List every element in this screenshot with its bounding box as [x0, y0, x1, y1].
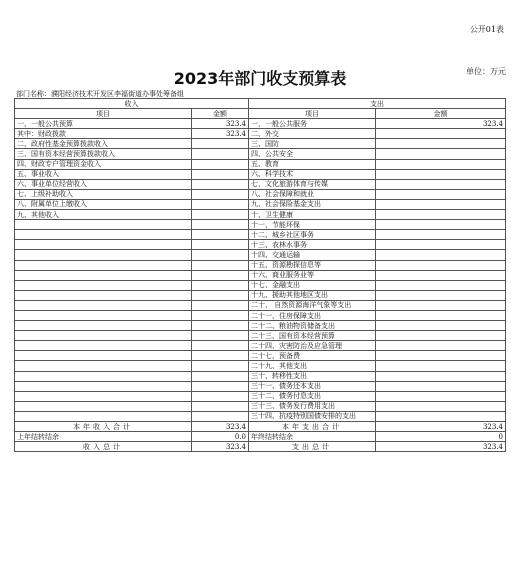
expense-item: 十五、资源勘探信息等: [249, 260, 376, 270]
table-row: [15, 210, 506, 220]
grand-total-row: [15, 442, 506, 452]
table-row: [15, 361, 506, 371]
col-header-expense-amount: 金额: [376, 109, 506, 119]
income-amount: [192, 300, 249, 310]
table-row: [15, 351, 506, 361]
expense-item: 十一、节能环保: [249, 220, 376, 230]
year-expense-value: 323.4: [376, 422, 506, 432]
expense-header: 支出: [249, 99, 506, 109]
year-end-label: 年终结转结余: [249, 432, 376, 442]
total-income-label: 收入总计: [15, 442, 192, 452]
expense-amount: 323.4: [376, 119, 506, 129]
income-item: 七、上级补助收入: [15, 189, 192, 199]
expense-item: 十七、金融支出: [249, 280, 376, 290]
income-item: [15, 220, 192, 230]
income-amount: [192, 310, 249, 320]
income-item: [15, 260, 192, 270]
income-item: 其中：财政拨款: [15, 129, 192, 139]
expense-item: 三、国防: [249, 139, 376, 149]
income-amount: [192, 280, 249, 290]
table-row: [15, 159, 506, 169]
expense-item: 二十、 自然资源海洋气象等支出: [249, 300, 376, 310]
year-income-label: 本年收入合计: [15, 422, 192, 432]
income-amount: [192, 260, 249, 270]
year-expense-label: 本年支出合计: [249, 422, 376, 432]
expense-item: 三十、转移性支出: [249, 371, 376, 381]
income-item: [15, 290, 192, 300]
income-item: 三、国有资本经营预算拨款收入: [15, 149, 192, 159]
income-amount: 323.4: [192, 119, 249, 129]
table-row: [15, 220, 506, 230]
income-item: [15, 280, 192, 290]
income-item: [15, 391, 192, 401]
income-item: [15, 371, 192, 381]
table-row: [15, 179, 506, 189]
income-amount: [192, 159, 249, 169]
income-item: 二、政府性基金预算拨款收入: [15, 139, 192, 149]
income-amount: [192, 210, 249, 220]
income-amount: [192, 351, 249, 361]
expense-amount: [376, 331, 506, 341]
expense-item: 七、文化旅游体育与传媒: [249, 179, 376, 189]
table-row: [15, 240, 506, 250]
expense-item: 十二、城乡社区事务: [249, 230, 376, 240]
income-amount: [192, 371, 249, 381]
income-item: [15, 250, 192, 260]
expense-amount: [376, 220, 506, 230]
table-row: [15, 119, 506, 129]
table-row: [15, 310, 506, 320]
income-item: [15, 270, 192, 280]
income-amount: [192, 341, 249, 351]
income-amount: [192, 401, 249, 411]
income-amount: 323.4: [192, 129, 249, 139]
income-item: [15, 331, 192, 341]
expense-amount: [376, 240, 506, 250]
table-row: [15, 149, 506, 159]
table-row: [15, 139, 506, 149]
carryover-label: 上年结转结余: [15, 432, 192, 442]
table-row: [15, 300, 506, 310]
income-amount: [192, 149, 249, 159]
expense-amount: [376, 361, 506, 371]
income-item: 六、事业单位经营收入: [15, 179, 192, 189]
table-row: [15, 381, 506, 391]
expense-item: 二、外交: [249, 129, 376, 139]
table-row: [15, 321, 506, 331]
expense-amount: [376, 199, 506, 209]
table-row: [15, 371, 506, 381]
income-amount: [192, 321, 249, 331]
table-row: [15, 250, 506, 260]
department-name: 部门名称：濮阳经济技术开发区李福街道办事处筹备组: [16, 90, 184, 98]
income-amount: [192, 179, 249, 189]
income-header: 收入: [15, 99, 249, 109]
year-end-value: 0: [376, 432, 506, 442]
expense-item: 三十四、抗疫特别国债安排的支出: [249, 411, 376, 421]
expense-item: 二十九、其他支出: [249, 361, 376, 371]
income-item: [15, 381, 192, 391]
table-row: [15, 230, 506, 240]
total-expense-value: 323.4: [376, 442, 506, 452]
expense-amount: [376, 310, 506, 320]
table-row: [15, 290, 506, 300]
expense-item: 九、社会保险基金支出: [249, 199, 376, 209]
income-item: [15, 230, 192, 240]
expense-amount: [376, 250, 506, 260]
expense-amount: [376, 391, 506, 401]
income-item: [15, 300, 192, 310]
income-item: 八、附属单位上缴收入: [15, 199, 192, 209]
total-income-value: 323.4: [192, 442, 249, 452]
expense-amount: [376, 139, 506, 149]
expense-amount: [376, 260, 506, 270]
income-amount: [192, 411, 249, 421]
table-row: [15, 341, 506, 351]
income-item: [15, 401, 192, 411]
table-row: [15, 129, 506, 139]
expense-item: 十九、援助其他地区支出: [249, 290, 376, 300]
income-amount: [192, 230, 249, 240]
income-item: [15, 351, 192, 361]
expense-amount: [376, 149, 506, 159]
expense-amount: [376, 351, 506, 361]
expense-amount: [376, 321, 506, 331]
table-row: [15, 391, 506, 401]
income-amount: [192, 240, 249, 250]
column-header-row: [15, 109, 506, 119]
section-header-row: [15, 99, 506, 109]
expense-item: 十三、农林水事务: [249, 240, 376, 250]
income-amount: [192, 331, 249, 341]
expense-amount: [376, 270, 506, 280]
expense-item: 四、公共安全: [249, 149, 376, 159]
budget-table: [14, 98, 506, 452]
income-item: [15, 240, 192, 250]
expense-amount: [376, 280, 506, 290]
expense-item: 二十四、灾害防治及应急管理: [249, 341, 376, 351]
income-amount: [192, 169, 249, 179]
income-amount: [192, 290, 249, 300]
income-item: [15, 341, 192, 351]
col-header-income-amount: 金额: [192, 109, 249, 119]
income-item: 一、一般公共预算: [15, 119, 192, 129]
table-row: [15, 199, 506, 209]
income-amount: [192, 189, 249, 199]
table-row: [15, 280, 506, 290]
expense-item: 三十三、债务发行费用支出: [249, 401, 376, 411]
income-amount: [192, 361, 249, 371]
table-row: [15, 270, 506, 280]
col-header-expense-item: 项目: [249, 109, 376, 119]
income-amount: [192, 391, 249, 401]
expense-amount: [376, 189, 506, 199]
expense-item: 一、一般公共服务: [249, 119, 376, 129]
income-amount: [192, 270, 249, 280]
expense-amount: [376, 159, 506, 169]
expense-item: 五、教育: [249, 159, 376, 169]
table-row: [15, 331, 506, 341]
income-item: 四、财政专户管理资金收入: [15, 159, 192, 169]
expense-item: 十六、商业服务业等: [249, 270, 376, 280]
income-amount: [192, 250, 249, 260]
expense-amount: [376, 179, 506, 189]
income-item: [15, 411, 192, 421]
income-amount: [192, 381, 249, 391]
carryover-value: 0.0: [192, 432, 249, 442]
total-expense-label: 支出总计: [249, 442, 376, 452]
table-row: [15, 169, 506, 179]
expense-amount: [376, 300, 506, 310]
expense-item: 六、科学技术: [249, 169, 376, 179]
income-item: [15, 321, 192, 331]
expense-amount: [376, 411, 506, 421]
expense-item: 八、社会保障和就业: [249, 189, 376, 199]
expense-item: 三十一、债务还本支出: [249, 381, 376, 391]
income-amount: [192, 199, 249, 209]
expense-amount: [376, 169, 506, 179]
expense-item: 三十二、债务付息支出: [249, 391, 376, 401]
table-row: [15, 189, 506, 199]
expense-item: 二十三、国有资本经营预算: [249, 331, 376, 341]
expense-amount: [376, 371, 506, 381]
carryover-row: [15, 432, 506, 442]
page-title: 2023年部门收支预算表: [173, 69, 347, 88]
expense-amount: [376, 341, 506, 351]
expense-amount: [376, 290, 506, 300]
expense-item: 十四、交通运输: [249, 250, 376, 260]
col-header-income-item: 项目: [15, 109, 192, 119]
income-amount: [192, 220, 249, 230]
expense-amount: [376, 230, 506, 240]
year-total-row: [15, 422, 506, 432]
expense-item: 二十一、住房保障支出: [249, 310, 376, 320]
income-amount: [192, 139, 249, 149]
income-item: [15, 310, 192, 320]
expense-amount: [376, 401, 506, 411]
expense-item: 二十二、粮油物资储备支出: [249, 321, 376, 331]
expense-amount: [376, 381, 506, 391]
doc-code: 公开01表: [469, 25, 504, 34]
expense-item: 十、卫生健康: [249, 210, 376, 220]
table-row: [15, 411, 506, 421]
expense-amount: [376, 210, 506, 220]
income-item: 九、其他收入: [15, 210, 192, 220]
expense-item: 二十七、预备费: [249, 351, 376, 361]
income-item: 五、事业收入: [15, 169, 192, 179]
unit-label: 单位：万元: [466, 67, 506, 76]
table-row: [15, 260, 506, 270]
table-row: [15, 401, 506, 411]
expense-amount: [376, 129, 506, 139]
income-item: [15, 361, 192, 371]
year-income-value: 323.4: [192, 422, 249, 432]
